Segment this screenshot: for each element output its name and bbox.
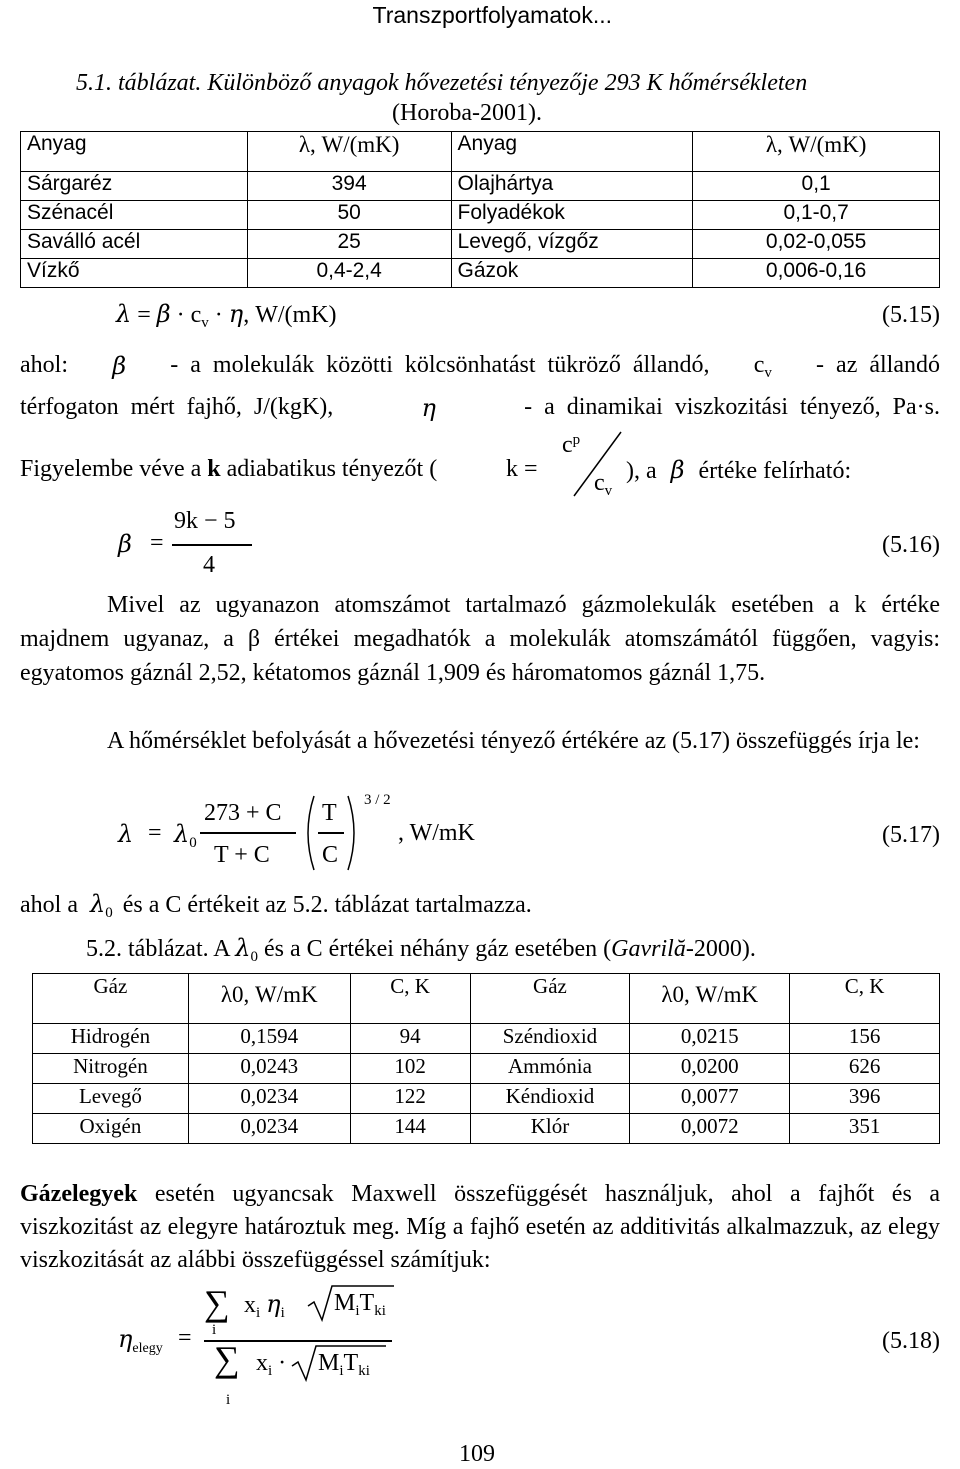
cv-subscript: v	[201, 315, 209, 331]
index-subscript: i	[339, 1363, 344, 1379]
equation-unit: , W/mK	[398, 820, 475, 846]
paragraph-text: esetén ugyancsak Maxwell összefüggését használjuk, ahol a fajhőt és a viszkozitást az elegyre határoztuk meg. Míg a fajhő esetén az additivitás alkalmazzuk, az elegy viszkozitását az alábbi összefüggéssel számítjuk:	[20, 1181, 940, 1273]
table-cell: Szénacél	[21, 201, 248, 230]
lambda-zero-subscript: 0	[250, 949, 259, 965]
dot-operator: ·	[278, 1350, 287, 1376]
T-symbol: T	[359, 1290, 375, 1316]
running-header: Transzportfolyamatok...	[372, 2, 612, 28]
table-cell: 351	[790, 1114, 940, 1144]
x-symbol: x	[256, 1350, 268, 1376]
cv-definition: - az állandó	[816, 352, 940, 378]
table-cell: 0,1594	[188, 1024, 350, 1054]
beta-symbol: β	[670, 456, 685, 484]
adiabatic-text: Figyelembe véve a	[20, 456, 202, 482]
caption-middle: és a C értékei néhány gáz esetében (	[264, 936, 612, 962]
fraction-denominator: C	[322, 842, 339, 868]
cp-letter: c	[562, 432, 573, 458]
table2-header-cell: C, K	[350, 974, 470, 1024]
table1-header-cell: λ, W/(mK)	[247, 132, 451, 172]
eta-symbol: η	[266, 1290, 281, 1318]
equals-sign: =	[137, 302, 151, 328]
table1-header-row	[21, 132, 940, 172]
cv-letter: c	[594, 470, 605, 496]
fraction-bar	[200, 832, 296, 834]
table-cell: 0,0234	[188, 1084, 350, 1114]
left-paren	[300, 794, 316, 872]
dot-operator: ·	[214, 302, 223, 328]
T-symbol: T	[343, 1350, 359, 1376]
lambda-symbol: λ	[116, 300, 132, 328]
table-cell: 396	[790, 1084, 940, 1114]
close-paren-text: ), a	[626, 458, 657, 484]
eta-definition: - a dinamikai viszkozitási tényező, Pa·s.	[524, 394, 940, 420]
beta-definition: - a molekulák közötti kölcsönhatást tükröző állandó,	[170, 352, 710, 378]
table2-header-cell: Gáz	[470, 974, 630, 1024]
table-cell: 156	[790, 1024, 940, 1054]
fraction-numerator: T	[322, 800, 337, 826]
adiabatic-text-2: adiabatikus tényezőt (	[226, 456, 438, 482]
table-cell: Saválló acél	[21, 230, 248, 259]
table-cell: 50	[247, 201, 451, 230]
equation-number-5-17: (5.17)	[882, 822, 940, 848]
table-cell: 0,0200	[630, 1054, 790, 1084]
table-cell: Gázok	[451, 259, 693, 288]
table2-header-cell: C, K	[790, 974, 940, 1024]
table-row	[33, 1054, 940, 1084]
table-cell: Széndioxid	[470, 1024, 630, 1054]
table-cell: Ammónia	[470, 1054, 630, 1084]
beta-symbol: β	[118, 530, 132, 558]
table-cell: 0,4-2,4	[247, 259, 451, 288]
table-row	[33, 1114, 940, 1144]
caption-suffix: -2000).	[685, 936, 756, 962]
table-cell: Sárgaréz	[21, 172, 248, 201]
sum-symbol: ∑	[204, 1283, 230, 1323]
table1-header-cell: Anyag	[451, 132, 693, 172]
table-row	[21, 259, 940, 288]
fraction-bar	[172, 544, 252, 546]
lambda-symbol: λ	[235, 934, 251, 962]
right-paren	[346, 794, 362, 872]
cv-symbol: c	[190, 302, 202, 328]
cv-subscript: v	[604, 483, 613, 499]
table-row	[33, 1084, 940, 1114]
table-row	[21, 201, 940, 230]
eta-symbol: η	[421, 394, 436, 422]
cp-subscript: p	[572, 432, 581, 448]
table-row	[21, 172, 940, 201]
table-cell: 0,1	[693, 172, 940, 201]
table-cell: 94	[350, 1024, 470, 1054]
beta-symbol: β	[112, 352, 127, 380]
reference-prefix: ahol a	[20, 892, 78, 918]
sum-symbol: ∑	[214, 1339, 240, 1379]
index-subscript: i	[280, 1305, 285, 1321]
table1	[20, 131, 940, 288]
equation-number-5-18: (5.18)	[882, 1328, 940, 1354]
denominator-terms	[256, 1350, 286, 1380]
equation-5-15	[116, 300, 337, 332]
table-cell: 0,1-0,7	[693, 201, 940, 230]
eta-symbol: η	[118, 1325, 133, 1353]
fraction-denominator: 4	[203, 552, 215, 578]
sum-index: i	[226, 1392, 231, 1408]
definition-label: ahol:	[20, 352, 68, 378]
reference-suffix: és a C értékeit az 5.2. táblázat tartalmazza.	[122, 892, 532, 918]
equals-sign: =	[148, 820, 162, 846]
lambda-zero-subscript: 0	[105, 905, 113, 921]
table-cell: Kéndioxid	[470, 1084, 630, 1114]
table2-header-row	[33, 974, 940, 1024]
index-subscript: i	[355, 1303, 360, 1319]
equals-sign: =	[150, 530, 164, 556]
table-cell: 122	[350, 1084, 470, 1114]
sqrt-content	[318, 1350, 370, 1380]
equation-number-5-16: (5.16)	[882, 532, 940, 558]
fraction-numerator: 9k − 5	[174, 508, 236, 534]
sqrt-content	[334, 1290, 386, 1320]
ki-subscript: ki	[374, 1303, 386, 1319]
sum-index: i	[212, 1322, 217, 1338]
lambda-symbol: λ	[118, 820, 134, 848]
cv-symbol: c	[753, 352, 765, 378]
table2	[32, 973, 940, 1144]
k-equals: k =	[506, 456, 538, 482]
table-cell: 0,0243	[188, 1054, 350, 1084]
equation-unit: , W/(mK)	[243, 302, 337, 328]
exponent: 3 / 2	[364, 792, 391, 808]
table2-caption	[86, 934, 756, 966]
table-row	[21, 230, 940, 259]
definition-line-1	[20, 352, 940, 382]
table1-caption-line2: (Horoba-2001).	[392, 100, 542, 126]
equation-number-5-15: (5.15)	[882, 302, 940, 328]
table-cell: Vízkő	[21, 259, 248, 288]
index-subscript: i	[268, 1363, 273, 1379]
table-cell: Olajhártya	[451, 172, 693, 201]
table-cell: 0,0234	[188, 1114, 350, 1144]
caption-author: Gavrilă	[611, 936, 686, 962]
dot-operator: ·	[176, 302, 185, 328]
lambda0-reference-line	[20, 890, 532, 922]
caption-prefix: 5.2. táblázat. A	[86, 936, 230, 962]
table-cell: Klór	[470, 1114, 630, 1144]
fraction-denominator: T + C	[214, 842, 270, 868]
table1-header-cell: Anyag	[21, 132, 248, 172]
lambda-symbol: λ	[174, 820, 190, 848]
table-cell: 0,0072	[630, 1114, 790, 1144]
table-cell: Nitrogén	[33, 1054, 189, 1084]
table-cell: 0,0215	[630, 1024, 790, 1054]
table2-header-cell: λ0, W/mK	[630, 974, 790, 1024]
M-symbol: M	[334, 1290, 356, 1316]
table-cell: 626	[790, 1054, 940, 1084]
cv-definition-continued: térfogaton mért fajhő, J/(kgK),	[20, 394, 334, 420]
equals-sign: =	[178, 1325, 192, 1351]
ki-subscript: ki	[358, 1363, 370, 1379]
table-cell: 0,006-0,16	[693, 259, 940, 288]
paragraph-temperature: A hőmérséklet befolyását a hővezetési tényező értékére az (5.17) összefüggés írja le:	[107, 728, 920, 754]
table-cell: 102	[350, 1054, 470, 1084]
numerator-terms	[244, 1290, 285, 1322]
cv-denominator	[594, 470, 612, 500]
table2-header-cell: λ0, W/mK	[188, 974, 350, 1024]
fraction-bar	[318, 832, 344, 834]
table-row	[33, 1024, 940, 1054]
table-cell: 0,02-0,055	[693, 230, 940, 259]
definition-line-2	[20, 394, 940, 422]
beta-symbol: β	[156, 300, 171, 328]
adiabatic-line	[20, 456, 437, 483]
table1-header-cell: λ, W/(mK)	[693, 132, 940, 172]
table-cell: Levegő, vízgőz	[451, 230, 693, 259]
table-cell: 0,0077	[630, 1084, 790, 1114]
lambda-zero-subscript: 0	[189, 835, 197, 851]
k-bold: k	[207, 456, 221, 482]
table1-caption-line1: 5.1. táblázat. Különböző anyagok hővezetési tényezője 293 K hőmérsékleten	[76, 70, 808, 96]
paragraph-beta-values: Mivel az ugyanazon atomszámot tartalmazó gázmolekulák esetében a k értéke majdnem ugyanaz, a β értékei megadhatók a molekulák atomszámától függően, vagyis: egyatomos gáznál 2,52, kétatomos gáznál 1,909 és háromatomos gáznál 1,75.	[20, 592, 940, 686]
eta-mixture	[118, 1325, 163, 1357]
table-cell: Levegő	[33, 1084, 189, 1114]
table-cell: 144	[350, 1114, 470, 1144]
lambda-zero	[174, 820, 197, 852]
k-line-tail	[626, 456, 851, 485]
index-subscript: i	[256, 1305, 261, 1321]
lambda-symbol: λ	[89, 890, 106, 918]
M-symbol: M	[318, 1350, 340, 1376]
bold-term: Gázelegyek	[20, 1181, 138, 1207]
table-cell: 25	[247, 230, 451, 259]
fraction-numerator: 273 + C	[204, 800, 282, 826]
eta-subscript: elegy	[132, 1341, 163, 1356]
paragraph-gas-mixtures	[20, 1178, 940, 1277]
cv-subscript: v	[764, 365, 772, 381]
eta-symbol: η	[228, 300, 244, 328]
table-cell: 394	[247, 172, 451, 201]
k-line-ending: értéke felírható:	[698, 458, 852, 484]
table2-header-cell: Gáz	[33, 974, 189, 1024]
table-cell: Oxigén	[33, 1114, 189, 1144]
table-cell: Hidrogén	[33, 1024, 189, 1054]
x-symbol: x	[244, 1292, 256, 1318]
page-number: 109	[459, 1441, 495, 1467]
table-cell: Folyadékok	[451, 201, 693, 230]
